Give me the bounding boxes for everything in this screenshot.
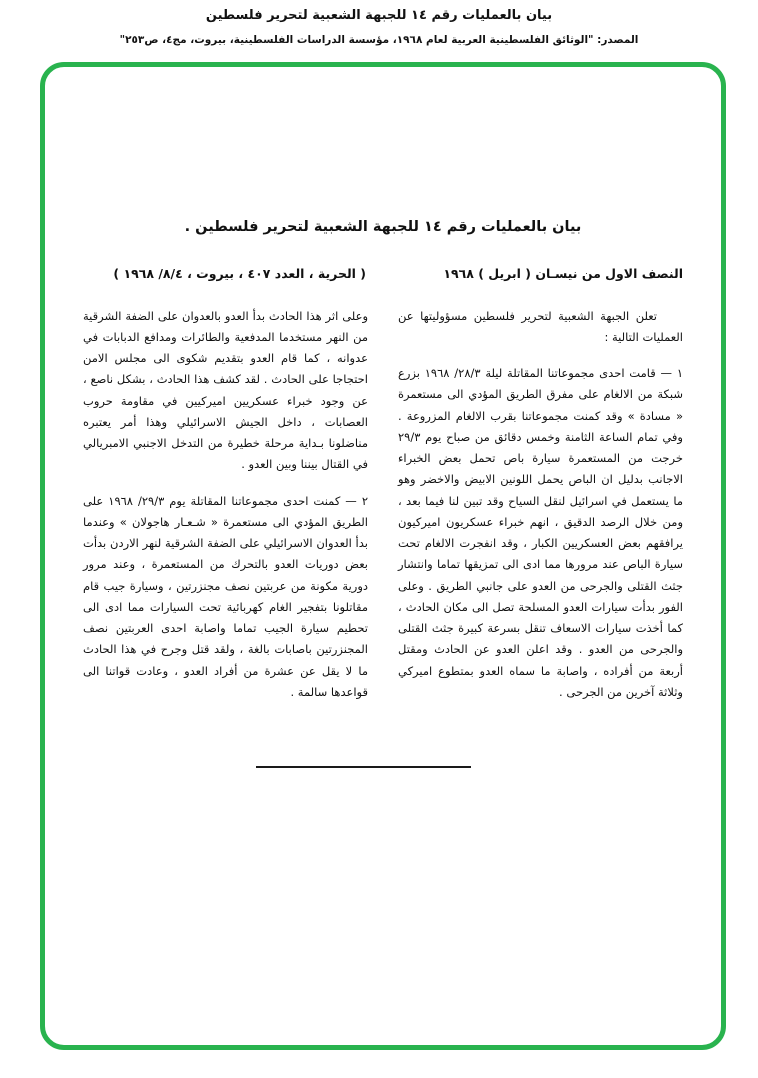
column-right: [398, 306, 683, 719]
dateline-publication: ( الحرية ، العدد ٤٠٧ ، بيروت ، ٨/٤/ ١٩٦٨ ): [113, 266, 366, 281]
intro-paragraph: تعلن الجبهة الشعبية لتحرير فلسطين مسؤوليتها عن العمليات التالية :: [398, 308, 683, 344]
operation-1-paragraph: ١ — قامت احدى مجموعاتنا المقاتلة ليلة ٢٨/٣/ ١٩٦٨ بزرع شبكة من الالغام على مفرق الطريق المؤدي الى مستعمرة « مسادة » وقد كمنت مجموعاتنا بقرب الالغام المزروعة . وفي تمام الساعة الثامنة وخمس دقائق من صباح يوم ٢٩/٣ خرجت من المستعمرة سيارة باص تحمل بعض الخبراء الاجانب بدليل ان الباص يحمل اللونين الابيض والاخضر وهو ما يستعمل في اسرائيل لنقل السياح وقد تبين لنا فيما بعد ، ومن خلال الرصد الدقيق ، انهم خبراء عسكريون اميركيون يرافقهم بعض العسكريين الكبار ، وقد انفجرت الالغام تحت سيارة الباص عند مرورها مما ادى الى تمزيقها تماما وانتشار جثث القتلى والجرحى من العدو على جانبي الطريق . وعلى الفور بدأت سيارات العدو المسلحة تصل الى مكان الحادث ، كما أخذت سيارات الاسعاف تنقل بسرعة كبيرة جثث القتلى والجرحى من العدو . وقد اعلن العدو عن الحادث ومقتل أربعة من أفراده ، واصابة ما سماه العدو بمتطوع اميركي وثلاثة آخرين من الجرحى .: [398, 366, 684, 700]
source-citation: المصدر: "الوثائق الفلسطينية العربية لعام ١٩٦٨، مؤسسة الدراسات الفلسطينية، بيروت، مج٤، ص٢٥٣": [119, 34, 639, 46]
dateline-row: [77, 263, 689, 286]
column-left: [83, 306, 368, 719]
operation-2-paragraph: ٢ — كمنت احدى مجموعاتنا المقاتلة يوم ٢٩/٣/ ١٩٦٨ على الطريق المؤدي الى مستعمرة « شـعـار هاجولان » وعندما بدأ العدوان الاسرائيلي على الضفة الشرقية لنهر الاردن بدأت بعض دوريات العدو بالتحرك من المستعمرة ، وعند مرور دورية مكونة من عربتين نصف مجنزرتين ، وسيارة جيب قام مقاتلونا بتفجير الغام كهربائية تحت السيارات مما ادى الى تحطيم سيارة الجيب تماما واصابة احدى العربتين نصف المجنزرتين باصابات بالغة ، ولقد قتل وجرح في هذا الحادث ما لا يقل عن عشرة من أفراد العدو ، وعادت قواتنا الى قواعدها سالمة .: [83, 493, 368, 700]
page-header-title: بيان بالعمليات رقم ١٤ للجبهة الشعبية لتحرير فلسطين: [205, 8, 553, 23]
page-header: [0, 0, 758, 46]
dateline-period: النصف الاول من نيسـان ( ابريل ) ١٩٦٨: [443, 266, 683, 281]
document-body: [45, 67, 721, 768]
aftermath-paragraph: وعلى اثر هذا الحادث بدأ العدو بالعدوان على الضفة الشرقية من النهر مستخدما المدفعية والطائرات ومدافع الدبابات في عدوانه ، كما قام العدو بتقديم شكوى الى مجلس الامن احتجاجا على الحادث . لقد كشف هذا الحادث ، بشكل ناصع ، عن وجود خبراء عسكريين اميركيين في مقاومة حروب العصابات ، داخل الجيش الاسرائيلي وهذا أمر يعتبره مناضلونا بـداية مرحلة خطيرة من التدخل الاجنبي الامبريالي في القتال بيننا وبين العدو .: [83, 308, 368, 472]
text-columns: [77, 306, 689, 719]
separator-line: [256, 766, 471, 768]
document-title: بيان بالعمليات رقم ١٤ للجبهة الشعبية لتحرير فلسطين .: [184, 219, 582, 235]
document-scan-frame: [40, 62, 726, 1050]
